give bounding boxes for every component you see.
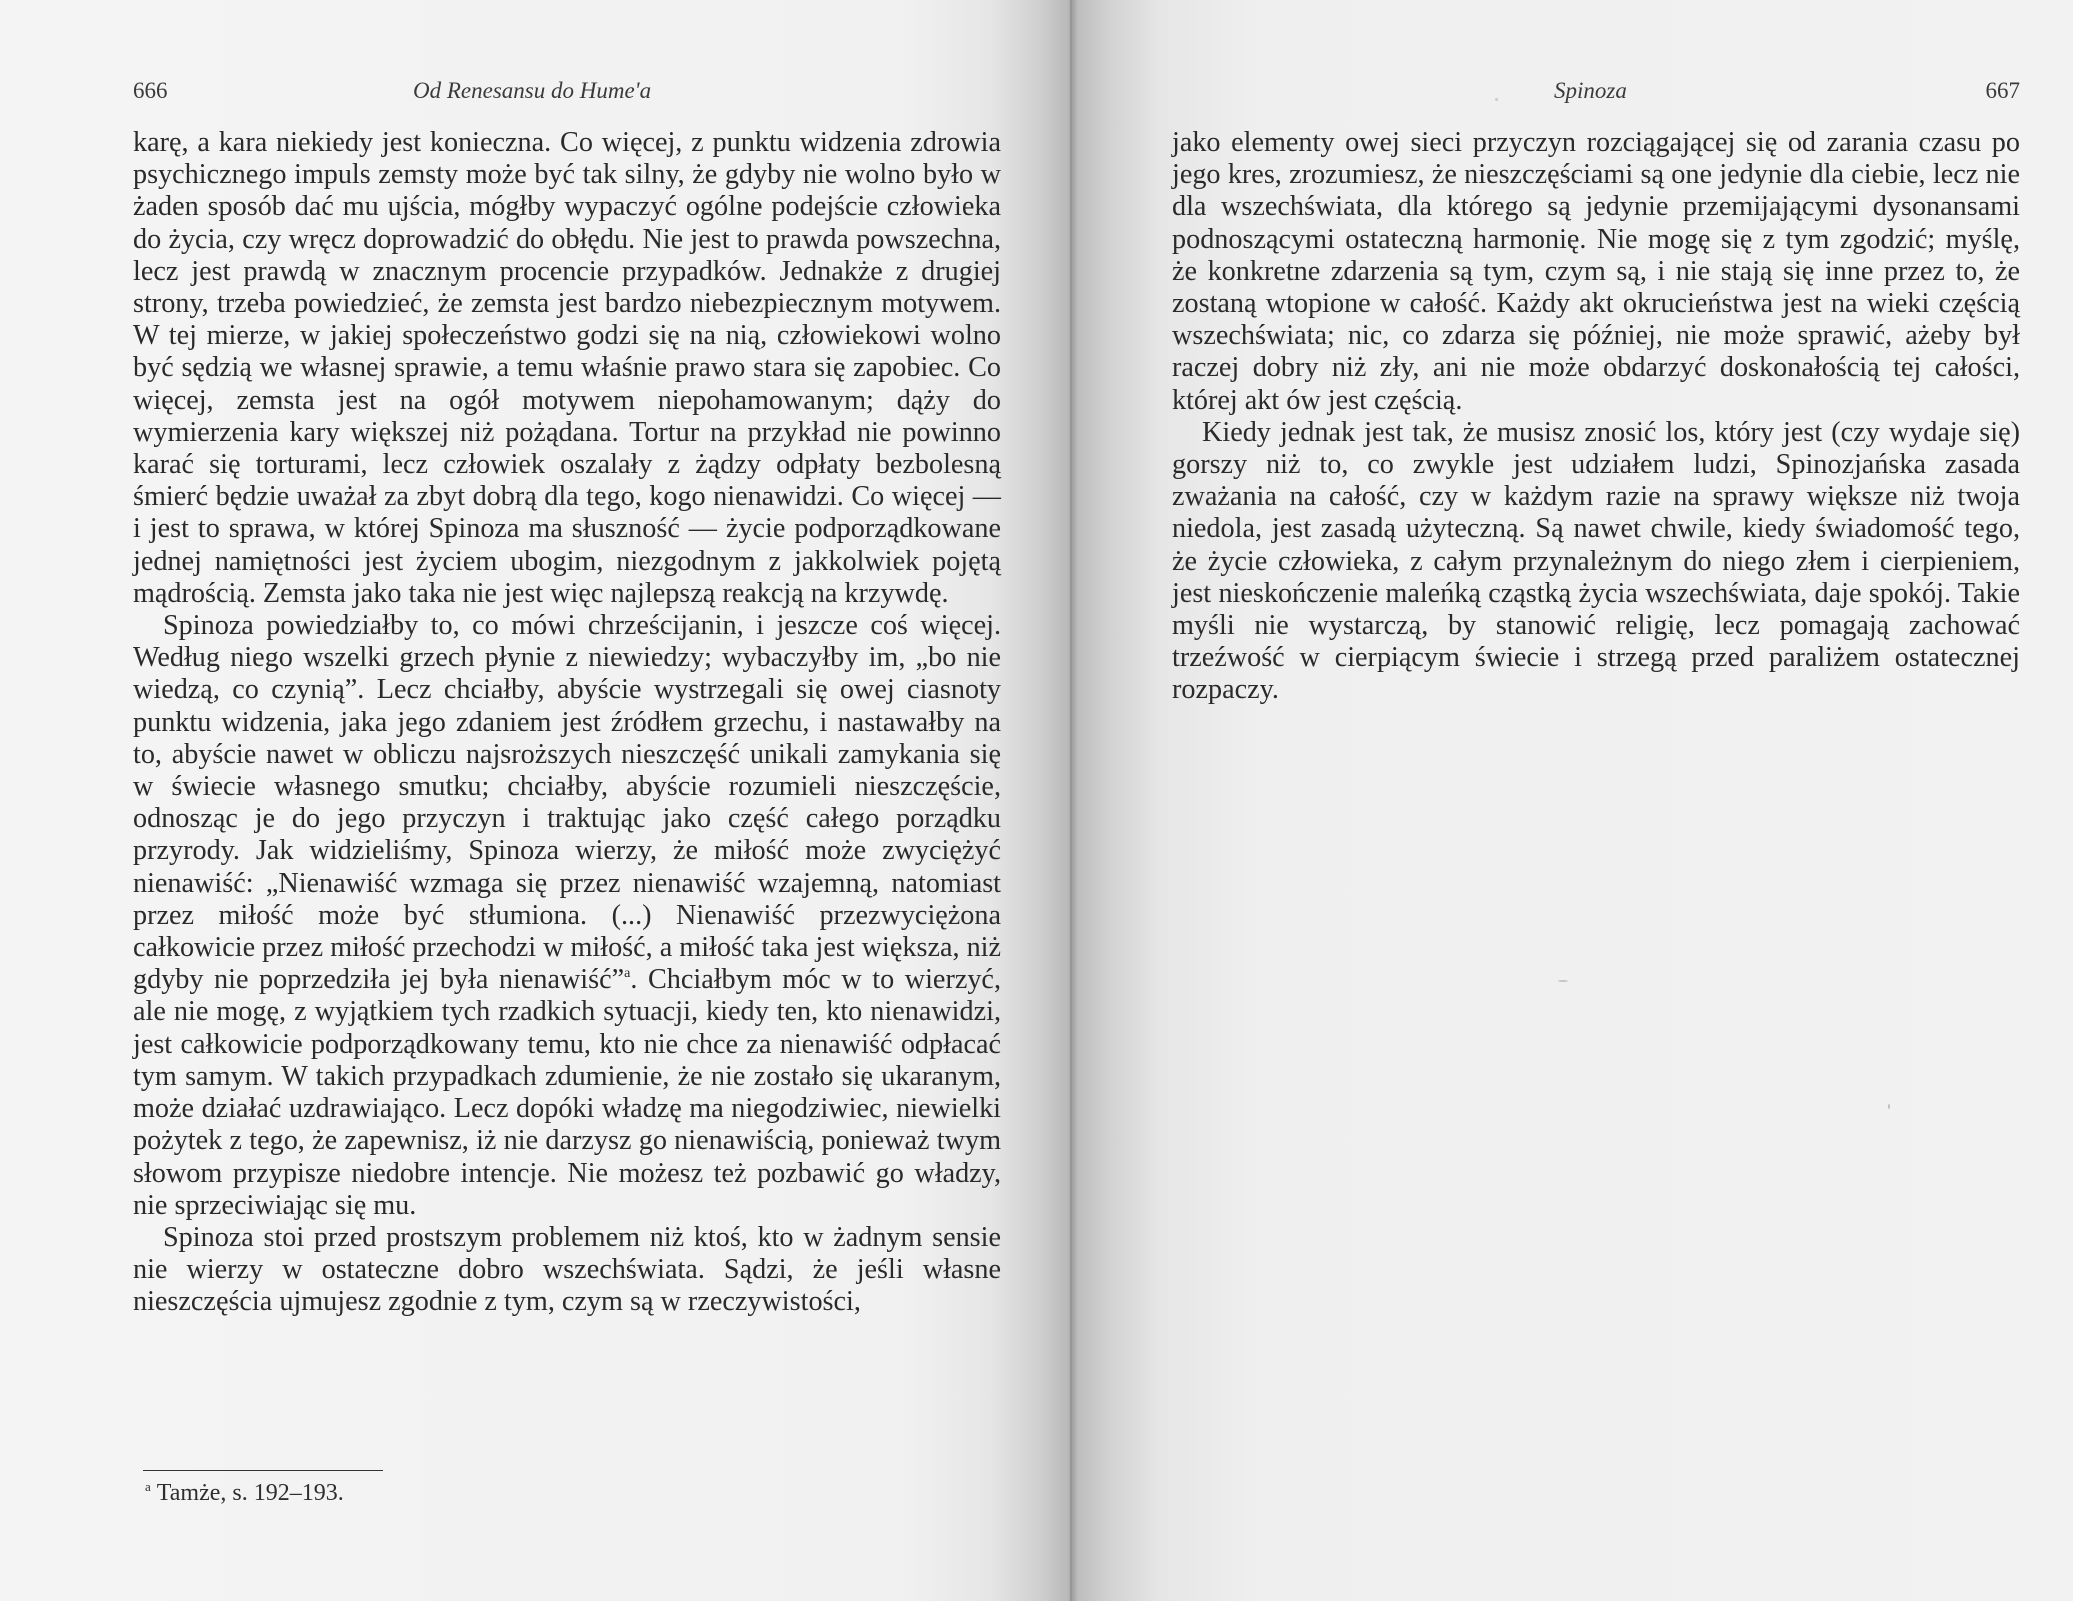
running-head-title: Spinoza <box>1554 78 1627 103</box>
paragraph: Spinoza stoi przed prostszym problemem niż ktoś, kto w żadnym sensie nie wierzy w ostateczne dobro wszechświata. Sądzi, że jeśli własne nieszczęścia ujmujesz zgodnie z tym, czym są w rzeczywistości, <box>133 1221 1001 1318</box>
scan-speck <box>1495 98 1498 101</box>
paragraph: Kiedy jednak jest tak, że musisz znosić los, który jest (czy wydaje się) gorszy niż to, co zwykle jest udziałem ludzi, Spinozjańska zasada zważania na całość, czy w każdym razie na sprawy większe niż twoja niedola, jest zasadą użyteczną. Są nawet chwile, kiedy świadomość tego, że życie człowieka, z całym przynależnym do niego złem i cierpieniem, jest nieskończenie maleńką cząstką życia wszechświata, daje spokój. Takie myśli nie wystarczą, by stanowić religię, lecz pomagają zachować trzeźwość w cierpiącym świecie i strzegą przed paraliżem ostatecznej rozpaczy. <box>1172 416 2020 706</box>
left-running-head <box>133 78 1001 108</box>
page-number: 666 <box>133 78 168 103</box>
footnote <box>145 1480 344 1507</box>
running-head-title: Od Renesansu do Hume'a <box>413 78 652 103</box>
footnote-separator <box>143 1470 383 1471</box>
paragraph-text: . Chciałbym móc w to wierzyć, ale nie mogę, z wyjątkiem tych rzadkich sytuacji, kiedy ten, kto nienawidzi, jest całkowicie podporządkowany temu, kto nie chce za nienawiść odpłacać tym samym. W takich przypadkach zdumienie, że nie zostało się ukaranym, może działać uzdrawiająco. Lecz dopóki władzę ma niegodziwiec, niewielki pożytek z tego, że zapewnisz, iż nie darzysz go nienawiścią, ponieważ twym słowom przypisze niedobre intencje. Nie możesz też pozbawić go władzy, nie sprzeciwiając się mu. <box>133 964 1001 1221</box>
footnote-text: Tamże, s. 192–193. <box>156 1480 344 1506</box>
paragraph-text: Spinoza powiedziałby to, co mówi chrześcijanin, i jeszcze coś więcej. Według niego wszelki grzech płynie z niewiedzy; wybaczyłby im, „bo nie wiedzą, co czynią”. Lecz chciałby, abyście wystrzegali się owej ciasnoty punktu widzenia, jaka jego zdaniem jest źródłem grzechu, i nastawałby na to, abyście nawet w obliczu najsroższych nieszczęść unikali zamykania się w świecie własnego smutku; chciałby, abyście rozumieli nieszczęście, odnosząc je do jego przyczyn i traktując jako część całego porządku przyrody. Jak widzieliśmy, Spinoza wierzy, że miłość może zwyciężyć nienawiść: „Nienawiść wzmaga się przez nienawiść wzajemną, natomiast przez miłość może być stłumiona. (...) Nienawiść przezwyciężona całkowicie przez miłość przechodzi w miłość, a miłość taka jest większa, niż gdyby nie poprzedziła jej była nienawiść” <box>133 610 1002 996</box>
scan-speck <box>1558 980 1568 982</box>
paragraph: karę, a kara niekiedy jest konieczna. Co więcej, z punktu widzenia zdrowia psychicznego impuls zemsty może być tak silny, że gdyby nie wolno było w żaden sposób dać mu ujścia, mógłby wypaczyć ogólne podejście człowieka do życia, czy wręcz doprowadzić do obłędu. Nie jest to prawda powszechna, lecz jest prawdą w znacznym procencie przypadków. Jednakże z drugiej strony, trzeba powiedzieć, że zemsta jest bardzo niebezpiecznym motywem. W tej mierze, w jakiej społeczeństwo godzi się na nią, człowiekowi wolno być sędzią we własnej sprawie, a temu właśnie prawo stara się zapobiec. Co więcej, zemsta jest na ogół motywem niepohamowanym; dąży do wymierzenia kary większej niż pożądana. Tortur na przykład nie powinno karać się torturami, lecz człowiek oszalały z żądzy odpłaty bezbolesną śmierć będzie uważał za zbyt dobrą dla tego, kogo nienawidzi. Co więcej — i jest to sprawa, w której Spinoza ma słuszność — życie podporządkowane jednej namiętności jest życiem ubogim, niezgodnym z jakkolwiek pojętą mądrością. Zemsta jako taka nie jest więc najlepszą reakcją na krzywdę. <box>133 127 1001 609</box>
page-number: 667 <box>1985 78 2020 103</box>
left-page <box>133 0 1001 1601</box>
paragraph <box>133 610 1001 1222</box>
scan-speck <box>1888 1104 1890 1109</box>
right-body-text <box>1172 127 2020 707</box>
book-spine <box>1070 0 1072 1601</box>
right-running-head <box>1172 78 2020 108</box>
left-body-text <box>133 127 1001 1319</box>
paragraph: jako elementy owej sieci przyczyn rozciągającej się od zarania czasu po jego kres, zrozumiesz, że nieszczęściami są one jedynie dla ciebie, lecz nie dla wszechświata, dla którego są jedynie przemijającymi dysonansami podnoszącymi ostateczną harmonię. Nie mogę się z tym zgodzić; myślę, że konkretne zdarzenia są tym, czym są, i nie stają się inne przez to, że zostaną wtopione w całość. Każdy akt okrucieństwa jest na wieki częścią wszechświata; nic, co zdarza się później, nie może sprawić, ażeby był raczej dobry niż zły, ani nie może obdarzyć doskonałością tej całości, której akt ów jest częścią. <box>1172 127 2020 416</box>
footnote-marker: a <box>145 1479 151 1494</box>
footnote-reference: a <box>624 966 631 982</box>
right-page <box>1172 0 2020 1601</box>
